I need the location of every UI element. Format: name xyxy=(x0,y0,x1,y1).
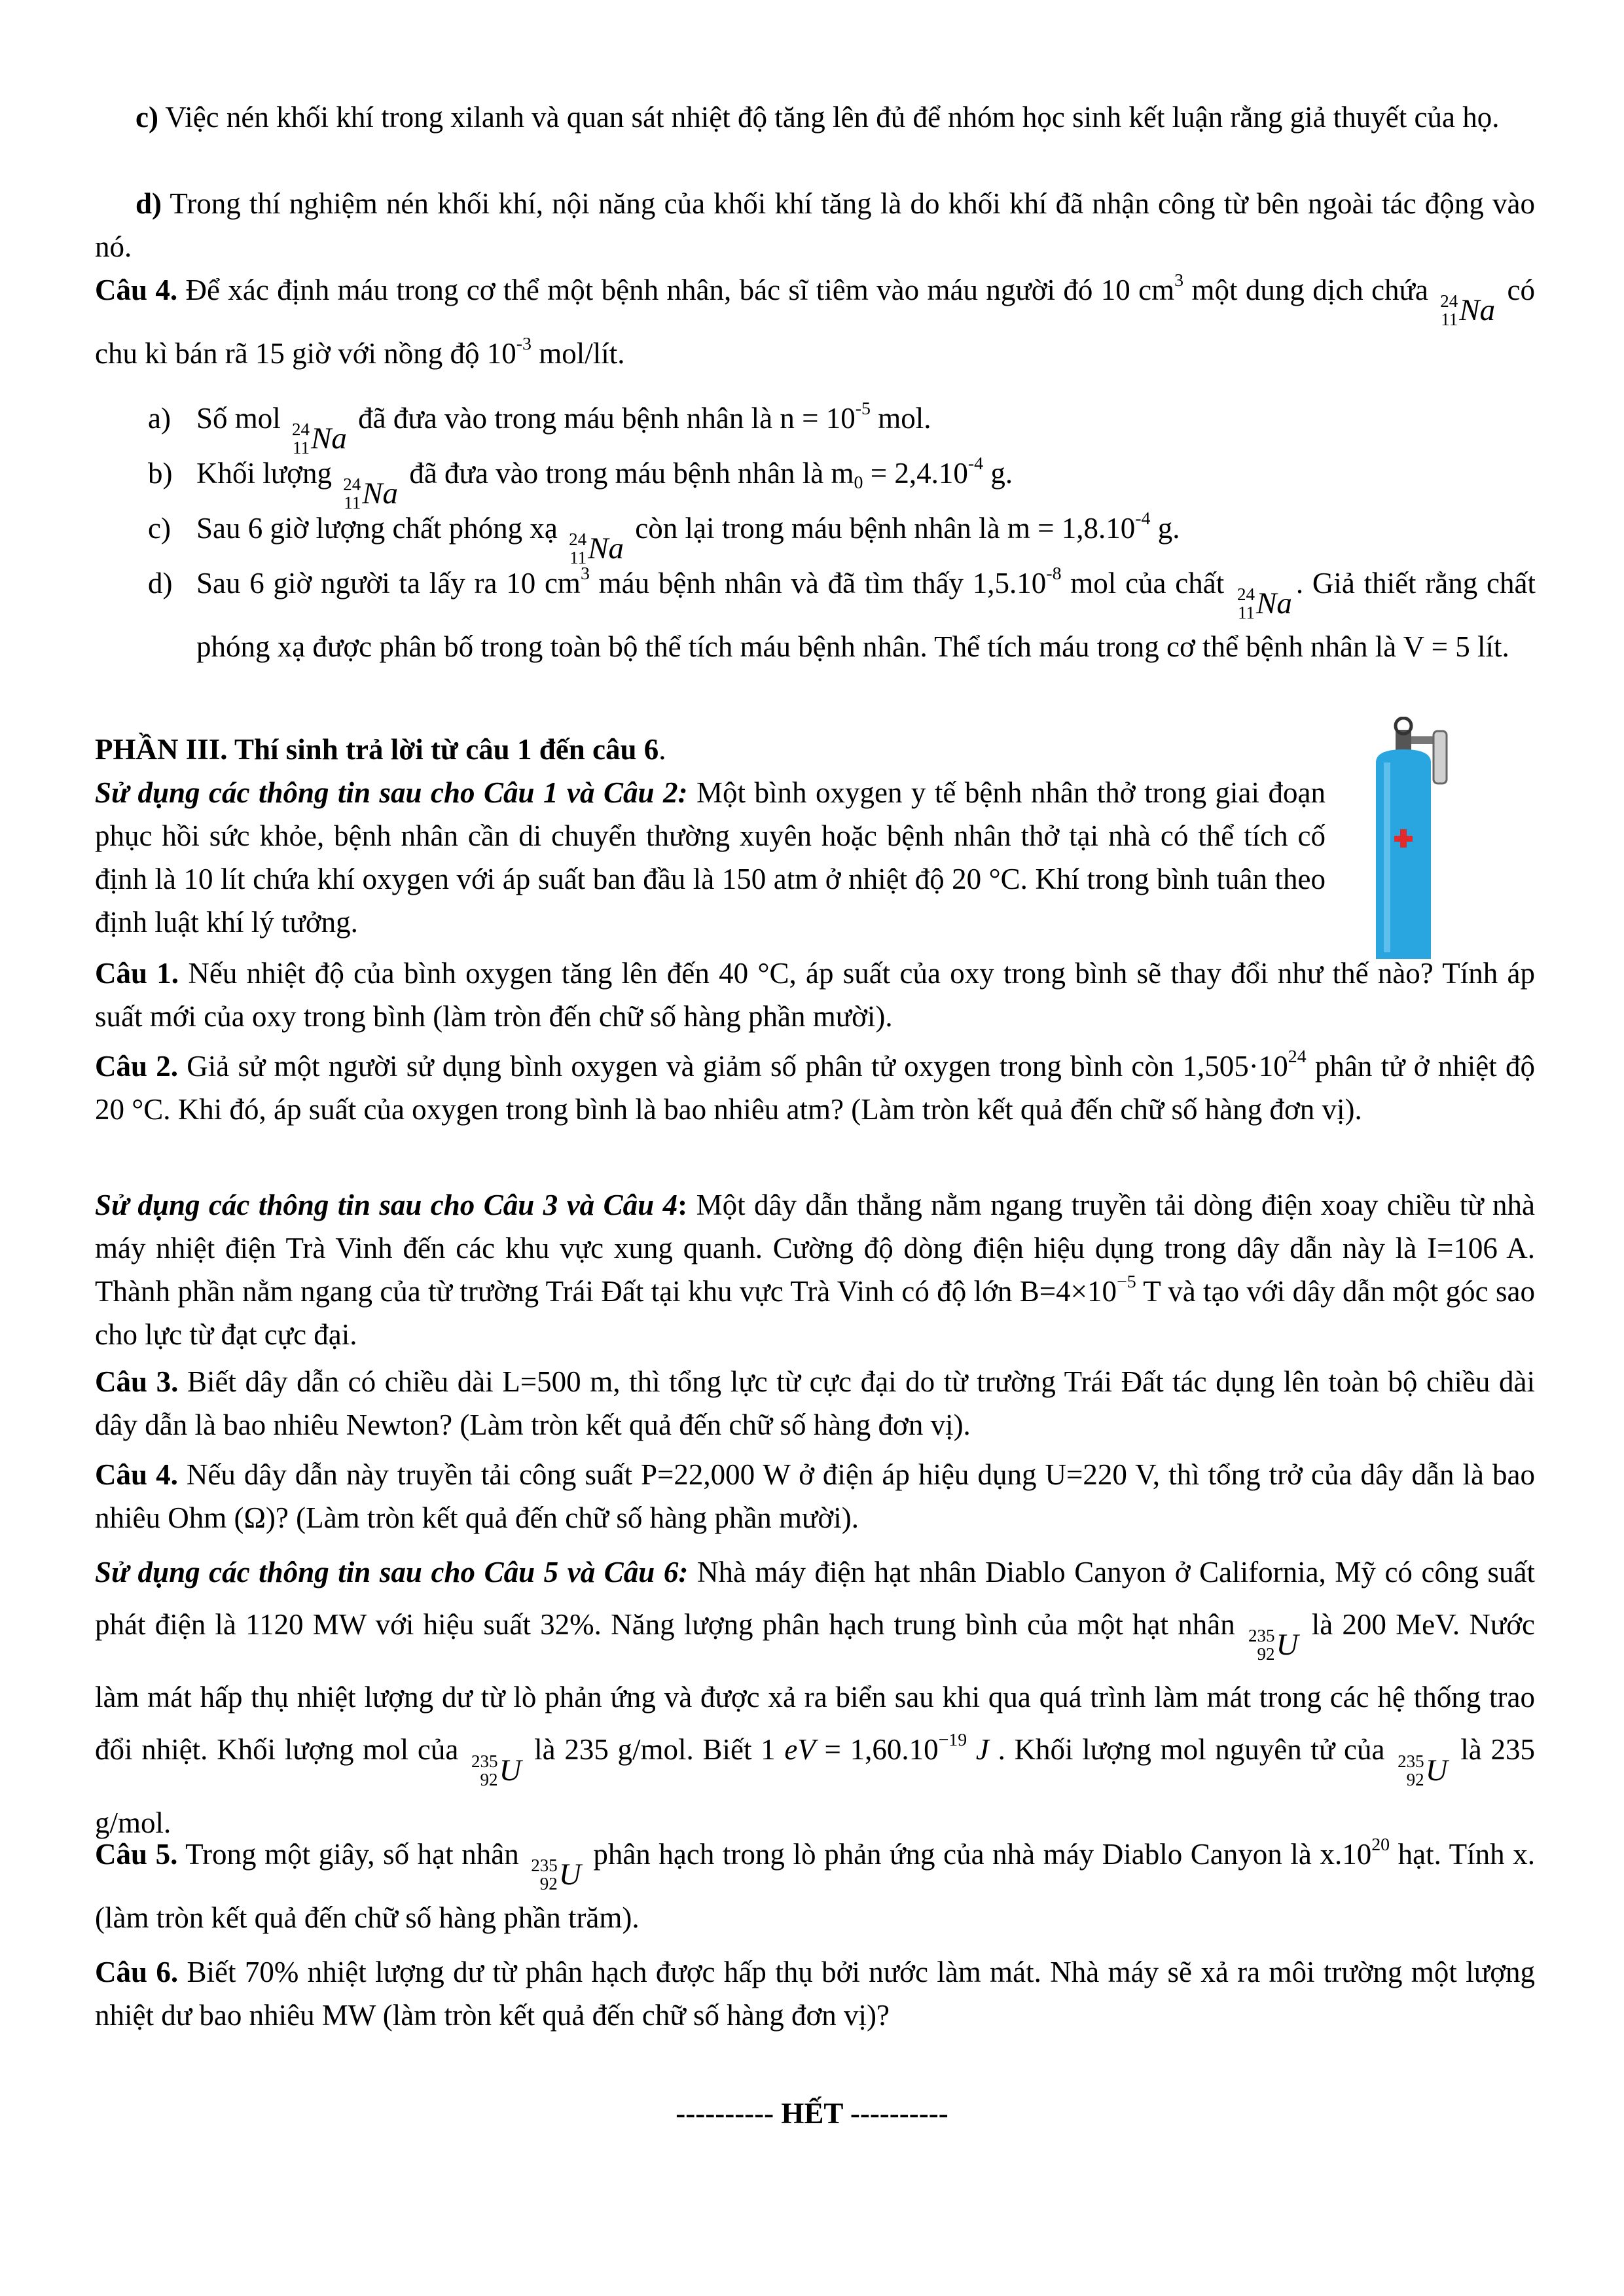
statement-c: c) Việc nén khối khí trong xilanh và quan sát nhiệt độ tăng lên đủ để nhóm học sinh kết luận rằng giả thuyết của họ. xyxy=(135,101,1500,134)
part3-question-4: Câu 4. Nếu dây dẫn này truyền tải công suất P=22,000 W ở điện áp hiệu dụng U=220 V, thì tổng trở của dây dẫn là bao nhiêu Ohm (Ω)? (Làm tròn kết quả đến chữ số hàng phần mười). xyxy=(95,1458,1536,1534)
option-a: a) Số mol 24 11 Na đã đưa vào trong máu bệnh nhân là $n = 10^{-5}$ mol. xyxy=(148,397,1536,460)
option-b: b) Khối lượng 24 11 Na đã đưa vào trong máu bệnh nhân là $m_0 = 2,4.10^{-4}$ g. xyxy=(148,452,1536,515)
flowmeter xyxy=(1434,731,1447,783)
u235-nuclide: 235 92 U xyxy=(471,1751,522,1789)
end-mark: ---------- HẾT ---------- xyxy=(676,2097,948,2130)
na-nuclide: 24 11 Na xyxy=(1236,584,1292,623)
part3-question-2: Câu 2. Giả sử một người sử dụng bình oxygen và giảm số phân tử oxygen trong bình còn $1,505\cdot 10^{24}$ phân tử ở nhiệt độ 20 °C. Khi đó, áp suất của oxygen trong bình là bao nhiêu atm? (Làm tròn kết quả đến chữ số hàng đơn vị). xyxy=(95,1047,1535,1126)
tank-highlight xyxy=(1384,762,1390,952)
na-nuclide: 24 11 Na xyxy=(343,475,399,513)
oxygen-tank-icon xyxy=(1356,717,1481,965)
part3-question-6: Câu 6. Biết 70% nhiệt lượng dư từ phân hạch được hấp thụ bởi nước làm mát. Nhà máy sẽ xả ra môi trường một lượng nhiệt dư bao nhiêu MW (làm tròn kết quả đến chữ số hàng đơn vị)? xyxy=(95,1956,1535,2032)
na-nuclide: 24 11 Na xyxy=(569,529,624,568)
info-q1-q2: Sử dụng các thông tin sau cho Câu 1 và Câu 2: Một bình oxygen y tế bệnh nhân thở trong giai đoạn phục hồi sức khỏe, bệnh nhân cần di chuyển thường xuyên hoặc bệnh nhân thở tại nhà có thể tích cố định là 10 lít chứa khí oxygen với áp suất ban đầu là 150 atm ở nhiệt độ 20 °C. Khí trong bình tuân theo định luật khí lý tưởng. xyxy=(95,776,1326,939)
option-d: d) Sau 6 giờ người ta lấy ra 10 $cm^3$ máu bệnh nhân và đã tìm thấy $1,5.10^{-8}$ mol của chất 24 11 Na . Giả thiết rằng chất phóng xạ được phân bố trong toàn bộ thể tích máu bệnh nhân. Thể tích máu trong cơ thể bệnh nhân là V = 5 lít. xyxy=(148,564,1536,664)
part-3-heading: PHẦN III. Thí sinh trả lời từ câu 1 đến câu 6. xyxy=(95,733,666,766)
na-nuclide: 24 11 Na xyxy=(1440,291,1496,330)
part3-question-5: Câu 5. Trong một giây, số hạt nhân 235 92 U phân hạch trong lò phản ứng của nhà máy Diablo Canyon là $x.10^{20}$ hạt. Tính x. (làm tròn kết quả đến chữ số hàng phần trăm). xyxy=(95,1835,1535,1935)
statement-d: d) Trong thí nghiệm nén khối khí, nội năng của khối khí tăng là do khối khí đã nhận công từ bên ngoài tác động vào nó. xyxy=(95,187,1535,263)
u235-nuclide: 235 92 U xyxy=(1248,1626,1299,1664)
info-q3-q4: Sử dụng các thông tin sau cho Câu 3 và Câu 4: Một dây dẫn thẳng nằm ngang truyền tải dòng điện xoay chiều từ nhà máy nhiệt điện Trà Vinh đến các khu vực xung quanh. Cường độ dòng điện hiệu dụng trong dây dẫn này là I=106 A. Thành phần nằm ngang của từ trường Trái Đất tại khu vực Trà Vinh có độ lớn $B=4\times 10^{-5}$ T và tạo với dây dẫn một góc sao cho lực từ đạt cực đại. xyxy=(95,1189,1536,1351)
part3-question-1: Câu 1. Nếu nhiệt độ của bình oxygen tăng lên đến 40 °C, áp suất của oxy trong bình sẽ thay đổi như thế nào? Tính áp suất mới của oxy trong bình (làm tròn đến chữ số hàng phần mười). xyxy=(95,957,1535,1033)
option-c: c) Sau 6 giờ lượng chất phóng xạ 24 11 Na còn lại trong máu bệnh nhân là $m = 1,8.10^{-4}$ g. xyxy=(148,507,1536,570)
na-nuclide: 24 11 Na xyxy=(292,420,347,458)
part3-question-3: Câu 3. Biết dây dẫn có chiều dài L=500 m, thì tổng lực từ cực đại do từ trường Trái Đất tác dụng lên toàn bộ chiều dài dây dẫn là bao nhiêu Newton? (Làm tròn kết quả đến chữ số hàng đơn vị). xyxy=(95,1365,1535,1441)
question-4-part2: Câu 4. Để xác định máu trong cơ thể một bệnh nhân, bác sĩ tiêm vào máu người đó 10 $cm^3$ một dung dịch chứa 24 11 Na có chu kì bán rã 15 giờ với nồng độ $10^{-3}$ mol/lít. xyxy=(95,270,1535,370)
red-cross-v xyxy=(1400,829,1407,848)
info-q5-q6: Sử dụng các thông tin sau cho Câu 5 và Câu 6: Nhà máy điện hạt nhân Diablo Canyon ở California, Mỹ có công suất phát điện là 1120 MW với hiệu suất 32%. Năng lượng phân hạch trung bình của một hạt nhân 235 92 U là 200 MeV. Nước làm mát hấp thụ nhiệt lượng dư từ lò phản ứng và được xả ra biển sau khi qua quá trình làm mát trong các hệ thống trao đổi nhiệt. Khối lượng mol của 235 92 U là 235 g/mol. Biết 1 eV = $1,60.10^{-19}$ J . Khối lượng mol nguyên tử của 235 92 U là 235 g/mol. xyxy=(95,1556,1536,1839)
u235-nuclide: 235 92 U xyxy=(1398,1751,1448,1789)
u235-nuclide: 235 92 U xyxy=(531,1856,581,1894)
